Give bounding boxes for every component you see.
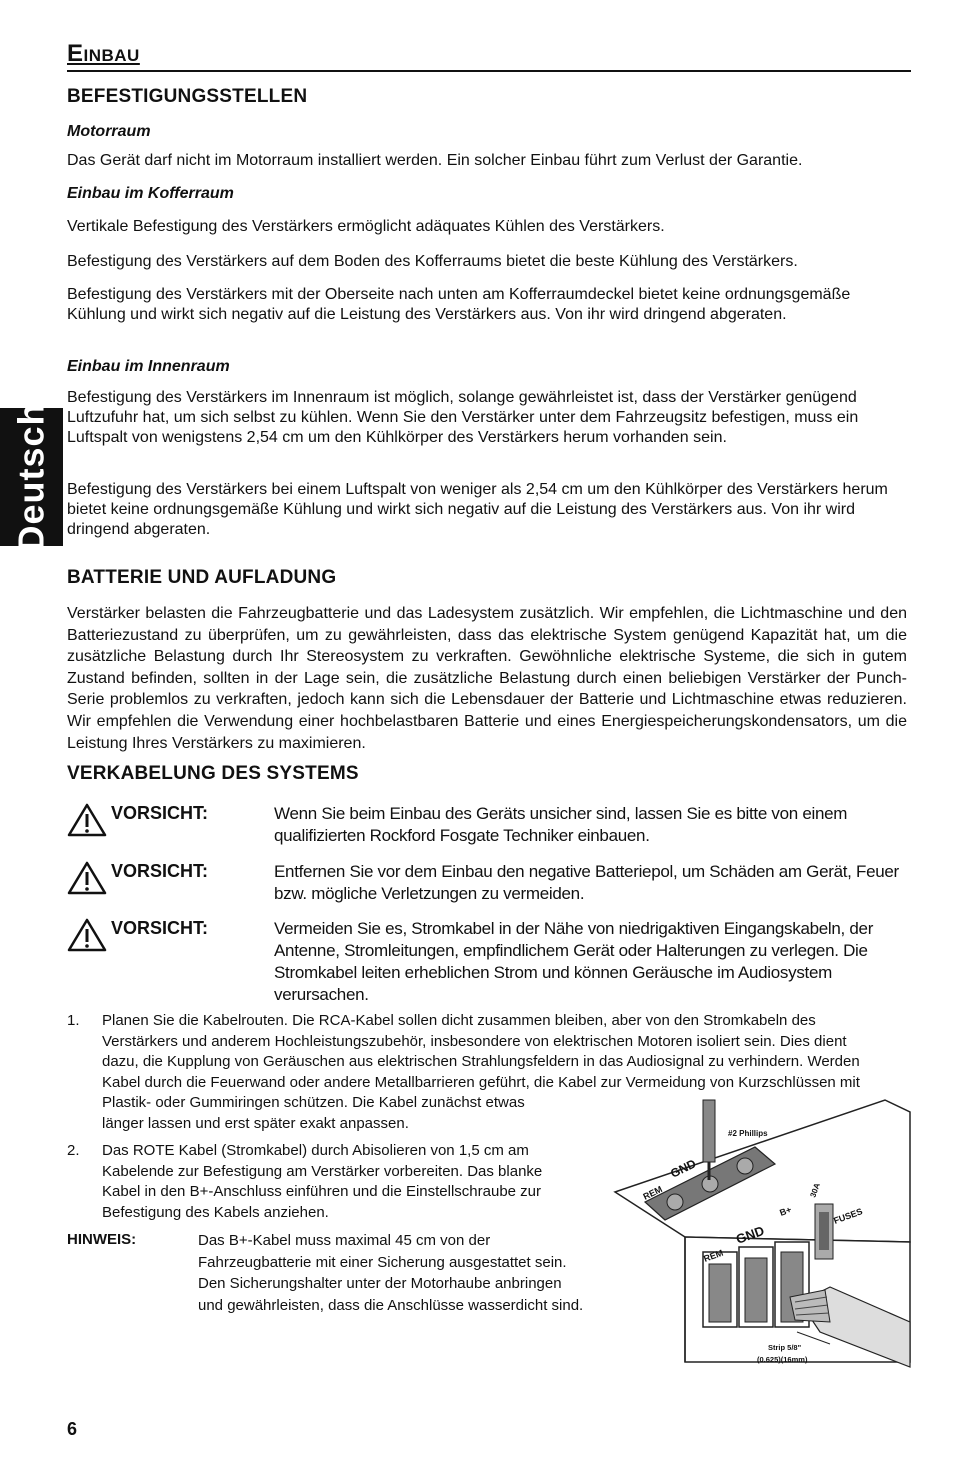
step-line: länger lassen und erst später exakt anpassen. (102, 1114, 409, 1132)
subheading-innenraum: Einbau im Innenraum (67, 358, 230, 375)
step-line: Planen Sie die Kabelrouten. Die RCA-Kabel sollen dicht zusammen bleiben, aber von den Stromkabeln des (102, 1012, 816, 1029)
step-line: Kabelende zur Befestigung am Verstärker vorbereiten. Das blanke (102, 1162, 543, 1180)
terminal-label-gnd: GND (733, 1222, 767, 1247)
section-heading-befestigung: BEFESTIGUNGSSTELLEN (67, 86, 308, 107)
step-line: Kabel durch die Feuerwand oder andere Metallbarrieren geführt, die Kabel zur Vermeidung von Kurzschlüssen mit (102, 1073, 860, 1091)
subheading-kofferraum: Einbau im Kofferraum (67, 185, 234, 202)
tool-label: #2 Phillips (728, 1129, 768, 1138)
caution-text: Entfernen Sie vor dem Einbau den negative Batteriepol, um Schäden am Gerät, Feuer bzw. mögliche Verletzungen zu vermeiden. (274, 862, 899, 903)
warning-triangle-icon (67, 861, 107, 895)
page-number: 6 (67, 1419, 78, 1439)
step-number: 1. (67, 1012, 80, 1029)
paragraph-kofferraum-1: Vertikale Befestigung des Verstärkers ermöglicht adäquates Kühlen des Verstärkers. (67, 218, 665, 235)
note-text: Das B+-Kabel muss maximal 45 cm von der Fahrzeugbatterie mit einer Sicherung ausgestattet sein. Den Sicherungshalter unter der Motorhaube anbringen und gewährleisten, dass die Anschlüsse wasserdicht sind. (198, 1232, 584, 1314)
caution-label: VORSICHT: (111, 918, 209, 938)
paragraph-kofferraum-3: Befestigung des Verstärkers mit der Oberseite nach unten am Kofferraumdeckel bietet keine ordnungsgemäße Kühlung und wirkt sich negativ auf die Leistung des Verstärkers aus. Von ihr wird dringend abgeraten. (67, 286, 851, 323)
paragraph-kofferraum-2: Befestigung des Verstärkers auf dem Boden des Kofferraums bietet die beste Kühlung des Verstärkers. (67, 253, 798, 270)
step-line: Verstärkers und anderem Hochleistungszubehör, insbesondere von elektrischen Motoren isoliert sein. Dies dient (102, 1032, 847, 1050)
subheading-motorraum: Motorraum (67, 123, 151, 140)
step-line: Befestigung des Kabels anziehen. (102, 1203, 329, 1221)
fuse-icon (815, 1204, 833, 1259)
step-line: Plastik- oder Gummiringen schützen. Die Kabel zunächst etwas (102, 1094, 525, 1111)
strip-label-line2: (0.625)(16mm) (757, 1355, 808, 1364)
terminal-label-bplus: B+ (778, 1204, 793, 1218)
caution-label: VORSICHT: (111, 861, 209, 881)
step-line: dazu, die Kupplung von Geräuschen aus elektrischen Strahlungsfeldern in das Audiosignal zu verhindern. Werden (102, 1053, 860, 1070)
paragraph-batterie: Verstärker belasten die Fahrzeugbatterie und das Ladesystem zusätzlich. Wir empfehlen, die Lichtmaschine und den Batteriezustand zu überprüfen, um zu gewährleisten, dass das elektrische System genügend Kapazität hat, um die zusätzliche Belastung durch Ihr Stereosystem zu verkraften. Gewöhnliche elektrische Systeme, die sich in gutem Zustand befinden, sollten in der Lage sein, die zusätzliche Belastung durch einen beliebigen Verstärker der Punch-Serie problemlos zu verkraften, jedoch kann sich die Lebensdauer der Batterie und Lichtmaschine etwas reduzieren. Wir empfehlen die Verwendung einer hochbelastbaren Batterie und eines Energiespeicherungskondensators, um die Leistung Ihres Verstärkers zu maximieren. (67, 605, 907, 752)
paragraph-motorraum: Das Gerät darf nicht im Motorraum installiert werden. Ein solcher Einbau führt zum Verlust der Garantie. (67, 152, 803, 169)
terminal-label-gnd-top: GND (668, 1156, 699, 1181)
step-line: Kabel in den B+-Anschluss einführen und die Einstellschraube zur (102, 1183, 542, 1200)
section-heading-batterie: BATTERIE UND AUFLADUNG (67, 567, 337, 588)
step-2-text (102, 1141, 542, 1223)
caution-3 (67, 918, 912, 1008)
caution-2 (67, 861, 912, 921)
side-tab-label: Deutsch (10, 402, 52, 552)
caution-text: Wenn Sie beim Einbau des Geräts unsicher sind, lassen Sie es bitte von einem qualifizierten Rockford Fosgate Techniker einbauen. (274, 804, 848, 845)
caution-1 (67, 803, 912, 863)
section-heading-verkabelung: VERKABELUNG DES SYSTEMS (67, 763, 359, 784)
note-label: HINWEIS: (67, 1231, 137, 1248)
paragraph-innenraum-2: Befestigung des Verstärkers bei einem Luftspalt von weniger als 2,54 cm um den Kühlkörper des Verstärkers herum bietet keine ordnungsgemäße Kühlung und wirkt sich negativ auf die Leistung des Verstärkers aus. Von ihr wird dringend abgeraten. (67, 481, 888, 538)
warning-triangle-icon (67, 803, 107, 837)
step-line: Das ROTE Kabel (Stromkabel) durch Abisolieren von 1,5 cm am (102, 1142, 529, 1159)
title-rule (67, 70, 911, 72)
caution-text: Vermeiden Sie es, Stromkabel in der Nähe von niedrigaktiven Eingangskabeln, der Antenne, Stromleitungen, empfindlichem Gerät oder Halterungen zu verlegen. Die Stromkabel leiten erheblichen Strom und können Geräusche im Audiosystem verursachen. (274, 919, 874, 1004)
terminal-label-rem-top: REM (641, 1184, 664, 1202)
fuse-rating-label: 30A (808, 1181, 822, 1199)
fuses-label: FUSES (832, 1206, 864, 1226)
amplifier-terminal-diagram (605, 1092, 915, 1372)
step-number: 2. (67, 1142, 80, 1159)
page-title: Einbau (67, 40, 140, 67)
paragraph-innenraum-1: Befestigung des Verstärkers im Innenraum ist möglich, solange gewährleistet ist, dass der Verstärker genügend Luftzufuhr hat, um sich selbst zu kühlen. Wenn Sie den Verstärker unter dem Fahrzeugsitz befestigen, muss ein Luftspalt von wenigstens 2,54 cm um den Kühlkörper des Verstärkers herum vorhanden sein. (67, 389, 859, 446)
strip-label-line1: Strip 5/8" (768, 1343, 802, 1352)
terminal-label-rem: REM (702, 1247, 725, 1264)
caution-label: VORSICHT: (111, 803, 209, 823)
language-side-tab (0, 402, 63, 552)
warning-triangle-icon (67, 918, 107, 952)
